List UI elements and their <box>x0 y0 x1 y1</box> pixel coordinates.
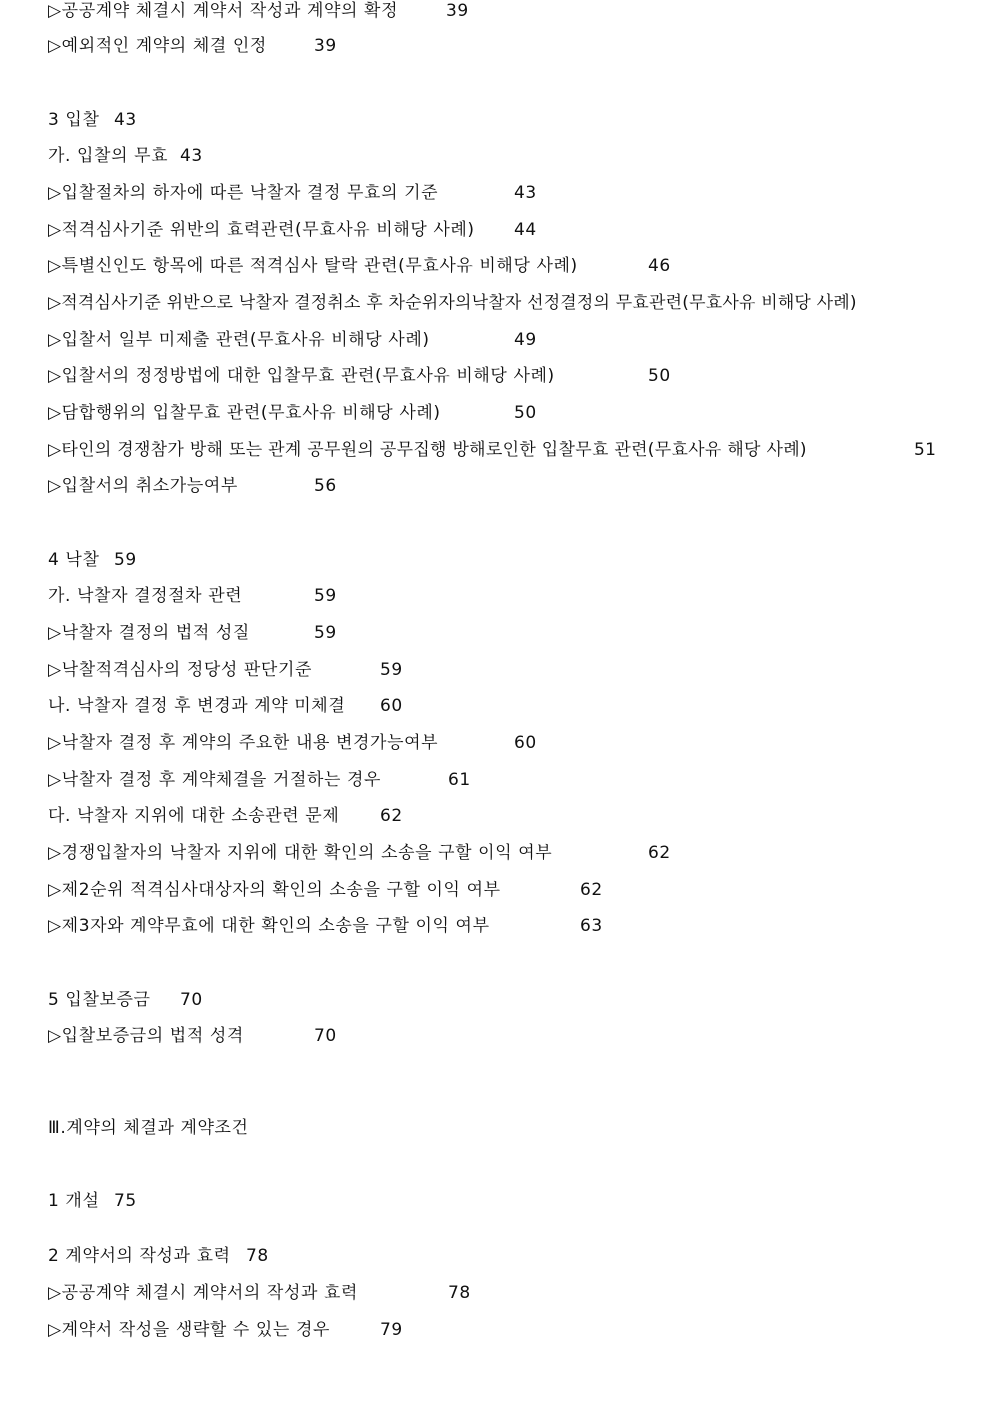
page-number: 79 <box>380 1320 403 1340</box>
page-number: 56 <box>314 476 337 496</box>
toc-entry: ▷타인의 경쟁참가 방해 또는 관계 공무원의 공무집행 방해로인한 입찰무효 관련(무효사유 해당 사례) 51 <box>48 440 937 460</box>
subsection-heading: 다. 낙찰자 지위에 대한 소송관련 문제 62 <box>48 806 403 826</box>
toc-entry: ▷낙찰자 결정의 법적 성질 59 <box>48 623 337 643</box>
toc-entry: ▷입찰서의 취소가능여부 56 <box>48 476 337 496</box>
toc-entry: ▷제2순위 적격심사대상자의 확인의 소송을 구할 이익 여부 62 <box>48 880 603 900</box>
toc-entry: ▷예외적인 계약의 체결 인정 39 <box>48 36 337 56</box>
subsection-heading: 나. 낙찰자 결정 후 변경과 계약 미체결 60 <box>48 696 403 716</box>
toc-entry: ▷공공계약 체결시 계약서의 작성과 효력 78 <box>48 1283 471 1303</box>
page-number: 59 <box>314 586 337 606</box>
page-number: 59 <box>314 623 337 643</box>
page-number: 60 <box>380 696 403 716</box>
page-number: 63 <box>580 916 603 936</box>
page-number: 39 <box>314 36 337 56</box>
section-heading: 4 낙찰 59 <box>48 550 137 570</box>
toc-entry: ▷낙찰자 결정 후 계약의 주요한 내용 변경가능여부 60 <box>48 733 537 753</box>
toc-entry: ▷특별신인도 항목에 따른 적격심사 탈락 관련(무효사유 비해당 사례) 46 <box>48 256 671 276</box>
toc-entry: ▷입찰절차의 하자에 따른 낙찰자 결정 무효의 기준 43 <box>48 183 537 203</box>
page-number: 39 <box>446 1 469 21</box>
page-number: 43 <box>514 183 537 203</box>
page-number: 59 <box>114 550 137 570</box>
toc-entry: ▷입찰서 일부 미제출 관련(무효사유 비해당 사례) 49 <box>48 330 537 350</box>
toc-entry: ▷낙찰적격심사의 정당성 판단기준 59 <box>48 660 403 680</box>
toc-entry: ▷경쟁입찰자의 낙찰자 지위에 대한 확인의 소송을 구할 이익 여부 62 <box>48 843 671 863</box>
page-number: 49 <box>514 330 537 350</box>
page-number: 60 <box>514 733 537 753</box>
section-heading: 5 입찰보증금 70 <box>48 990 203 1010</box>
chapter-heading: Ⅲ.계약의 체결과 계약조건 <box>48 1118 249 1138</box>
toc-entry: ▷입찰서의 정정방법에 대한 입찰무효 관련(무효사유 비해당 사례) 50 <box>48 366 671 386</box>
subsection-heading: 가. 낙찰자 결정절차 관련 59 <box>48 586 337 606</box>
subsection-heading: 가. 입찰의 무효 43 <box>48 146 203 166</box>
page-number: 75 <box>114 1191 137 1211</box>
toc-entry: ▷계약서 작성을 생략할 수 있는 경우 79 <box>48 1320 403 1340</box>
toc-entry: ▷낙찰자 결정 후 계약체결을 거절하는 경우 61 <box>48 770 471 790</box>
page-number: 70 <box>180 990 203 1010</box>
section-heading: 2 계약서의 작성과 효력 78 <box>48 1246 269 1266</box>
page-number: 50 <box>514 403 537 423</box>
page-number: 78 <box>246 1246 269 1266</box>
page-number: 44 <box>514 220 537 240</box>
page-number: 61 <box>448 770 471 790</box>
page-number: 62 <box>648 843 671 863</box>
page-number: 46 <box>648 256 671 276</box>
page-number: 43 <box>180 146 203 166</box>
toc-entry: ▷담합행위의 입찰무효 관련(무효사유 비해당 사례) 50 <box>48 403 537 423</box>
page-number: 70 <box>314 1026 337 1046</box>
page-number: 59 <box>380 660 403 680</box>
section-heading: 3 입찰 43 <box>48 110 137 130</box>
section-heading: 1 개설 75 <box>48 1191 137 1211</box>
toc-entry: ▷적격심사기준 위반으로 낙찰자 결정취소 후 차순위자의낙찰자 선정결정의 무효관련(무효사유 비해당 사례) <box>48 293 857 313</box>
page-number: 78 <box>448 1283 471 1303</box>
page-number: 62 <box>380 806 403 826</box>
page-number: 43 <box>114 110 137 130</box>
toc-entry: ▷적격심사기준 위반의 효력관련(무효사유 비해당 사례) 44 <box>48 220 537 240</box>
toc-entry: ▷제3자와 계약무효에 대한 확인의 소송을 구할 이익 여부 63 <box>48 916 603 936</box>
page-number: 62 <box>580 880 603 900</box>
page-number: 51 <box>914 440 937 460</box>
page-number: 50 <box>648 366 671 386</box>
toc-entry: ▷입찰보증금의 법적 성격 70 <box>48 1026 337 1046</box>
toc-entry: ▷공공계약 체결시 계약서 작성과 계약의 확정 39 <box>48 1 469 21</box>
